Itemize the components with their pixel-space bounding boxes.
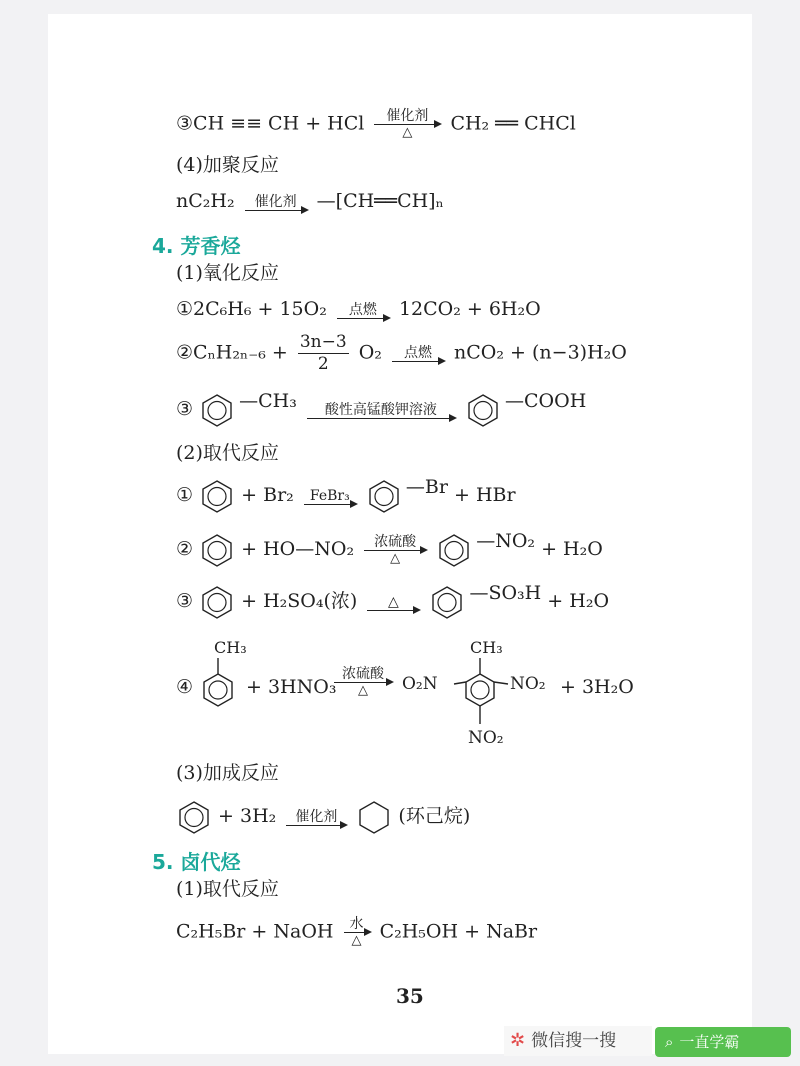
byproduct: + H₂O bbox=[547, 590, 610, 612]
subheading-substitution: (2)取代反应 bbox=[176, 442, 279, 464]
benzene-ring-icon bbox=[465, 393, 501, 427]
nitro-group: NO₂ bbox=[495, 530, 536, 552]
reaction-arrow bbox=[367, 594, 419, 611]
reactants: ②CₙH₂ₙ₋₆ + bbox=[176, 341, 288, 364]
equation-hydrolysis bbox=[176, 916, 537, 949]
reaction-arrow bbox=[334, 666, 392, 699]
item-number: ③ bbox=[176, 590, 194, 612]
page-number: 35 bbox=[396, 984, 424, 1008]
equation-polymerization bbox=[176, 192, 444, 211]
carboxyl-group: COOH bbox=[524, 390, 587, 412]
subheading-addition: (3)加成反应 bbox=[176, 762, 279, 784]
product-name: (环己烷) bbox=[398, 805, 471, 827]
benzene-ring-icon bbox=[429, 585, 465, 619]
benzene-ring-icon bbox=[199, 585, 235, 619]
reagent: + Br₂ bbox=[241, 484, 294, 506]
byproduct: + H₂O bbox=[541, 538, 603, 560]
reaction-arrow bbox=[364, 534, 426, 567]
equation-general-combustion bbox=[176, 334, 627, 373]
catalyst-label: FeBr₃ bbox=[309, 487, 350, 504]
equation-sulfonation: ③ + H₂SO₄(浓) △ —SO₃H + H₂O bbox=[176, 584, 609, 619]
section-heading-haloalkane: 5. 卤代烃 bbox=[152, 850, 241, 874]
methyl-group: CH₃ bbox=[214, 638, 247, 657]
condition-label: 点燃 bbox=[403, 345, 432, 361]
solvent-label: 水 bbox=[349, 916, 364, 932]
subheading-polymerization: (4)加聚反应 bbox=[176, 154, 279, 176]
oxygen: O₂ bbox=[358, 341, 382, 364]
condition-label: 点燃 bbox=[348, 301, 377, 318]
methyl-group: CH₃ bbox=[258, 390, 297, 412]
catalyst-label: 催化剂 bbox=[295, 808, 338, 825]
denominator: 2 bbox=[317, 354, 329, 374]
reagent: + 3HNO₃ bbox=[246, 676, 337, 698]
reaction-arrow bbox=[344, 916, 370, 949]
reaction-arrow bbox=[307, 402, 455, 419]
benzene-ring-icon bbox=[436, 533, 472, 567]
benzene-ring-icon bbox=[366, 479, 402, 513]
subheading-substitution-halo: (1)取代反应 bbox=[176, 878, 279, 900]
catalyst-label: 催化剂 bbox=[254, 193, 297, 210]
coefficient-fraction bbox=[298, 334, 349, 373]
section-heading-aromatic: 4. 芳香烃 bbox=[152, 234, 241, 258]
bromo-group: Br bbox=[424, 476, 448, 498]
byproduct: + HBr bbox=[454, 484, 516, 506]
reagent: + 3H₂ bbox=[218, 805, 277, 827]
equation-hydrogenation bbox=[176, 800, 470, 834]
search-badge[interactable] bbox=[655, 1027, 791, 1057]
equation-nitration: ② + HO—NO₂ 浓硫酸 △ —NO₂ + H₂O bbox=[176, 530, 603, 566]
byproduct: + 3H₂O bbox=[560, 676, 634, 698]
search-query: 一直学霸 bbox=[679, 1033, 740, 1051]
reagent-label: 酸性高锰酸钾溶液 bbox=[324, 401, 437, 418]
equation-bromination: ① + Br₂ FeBr₃ —Br + HBr bbox=[176, 478, 516, 513]
equation-hcl-addition bbox=[176, 108, 576, 141]
equation-toluene-oxidation: ③ —CH₃ 酸性高锰酸钾溶液 —COOH bbox=[176, 392, 586, 427]
wechat-search-icon: ✲ bbox=[510, 1030, 526, 1051]
heat-label: △ bbox=[402, 125, 413, 140]
reagent: + H₂SO₄(浓) bbox=[241, 590, 358, 612]
nitro-group-bottom: NO₂ bbox=[468, 728, 504, 748]
wechat-watermark bbox=[504, 1026, 652, 1056]
catalyst-label: 浓硫酸 bbox=[374, 533, 417, 550]
item-number: ① bbox=[176, 484, 194, 506]
benzene-ring-icon bbox=[199, 533, 235, 567]
reaction-arrow bbox=[286, 809, 346, 826]
reaction-arrow bbox=[374, 108, 440, 141]
catalyst-label: 浓硫酸 bbox=[342, 666, 384, 682]
heat-label: △ bbox=[351, 933, 362, 948]
item-number: ② bbox=[176, 538, 194, 560]
nitro-group-left: O₂N bbox=[402, 674, 438, 694]
watermark-text: 微信搜一搜 bbox=[531, 1031, 617, 1051]
reactant: nC₂H₂ bbox=[176, 190, 235, 212]
equation-tnt bbox=[176, 640, 636, 752]
search-icon: ⌕ bbox=[665, 1033, 674, 1051]
nitro-group-right: NO₂ bbox=[510, 674, 546, 694]
methyl-group: CH₃ bbox=[470, 638, 503, 657]
equation-benzene-combustion bbox=[176, 300, 541, 319]
numerator: 3n−3 bbox=[299, 332, 347, 352]
sulfonic-group: SO₃H bbox=[488, 582, 542, 604]
product: CH₂ ══ CHCl bbox=[450, 112, 576, 135]
item-number: ③ bbox=[176, 398, 194, 420]
products: 12CO₂ + 6H₂O bbox=[398, 298, 541, 320]
heat-label: △ bbox=[390, 550, 401, 566]
polymer-product: —[CH══CH]ₙ bbox=[316, 190, 444, 212]
item-number: ④ bbox=[176, 676, 194, 698]
cyclohexane-ring-icon bbox=[356, 800, 392, 834]
reagent: + HO—NO₂ bbox=[241, 538, 355, 560]
heat-label: △ bbox=[358, 683, 368, 698]
benzene-ring-icon bbox=[199, 393, 235, 427]
benzene-ring-icon bbox=[199, 479, 235, 513]
reactants: C₂H₅Br + NaOH bbox=[176, 920, 334, 943]
catalyst-label: 催化剂 bbox=[386, 108, 429, 124]
benzene-ring-icon bbox=[176, 800, 212, 834]
subheading-oxidation: (1)氧化反应 bbox=[176, 262, 279, 284]
reactants: ③CH ≡≡ CH + HCl bbox=[176, 112, 365, 135]
reaction-arrow bbox=[337, 302, 389, 319]
products: nCO₂ + (n−3)H₂O bbox=[454, 341, 627, 364]
toluene-ring-icon bbox=[198, 654, 238, 718]
reaction-arrow bbox=[304, 488, 356, 505]
reaction-arrow bbox=[392, 345, 444, 362]
reactants: ①2C₆H₆ + 15O₂ bbox=[176, 298, 327, 320]
products: C₂H₅OH + NaBr bbox=[379, 920, 538, 943]
reaction-arrow bbox=[245, 194, 307, 211]
heat-label: △ bbox=[387, 593, 399, 610]
